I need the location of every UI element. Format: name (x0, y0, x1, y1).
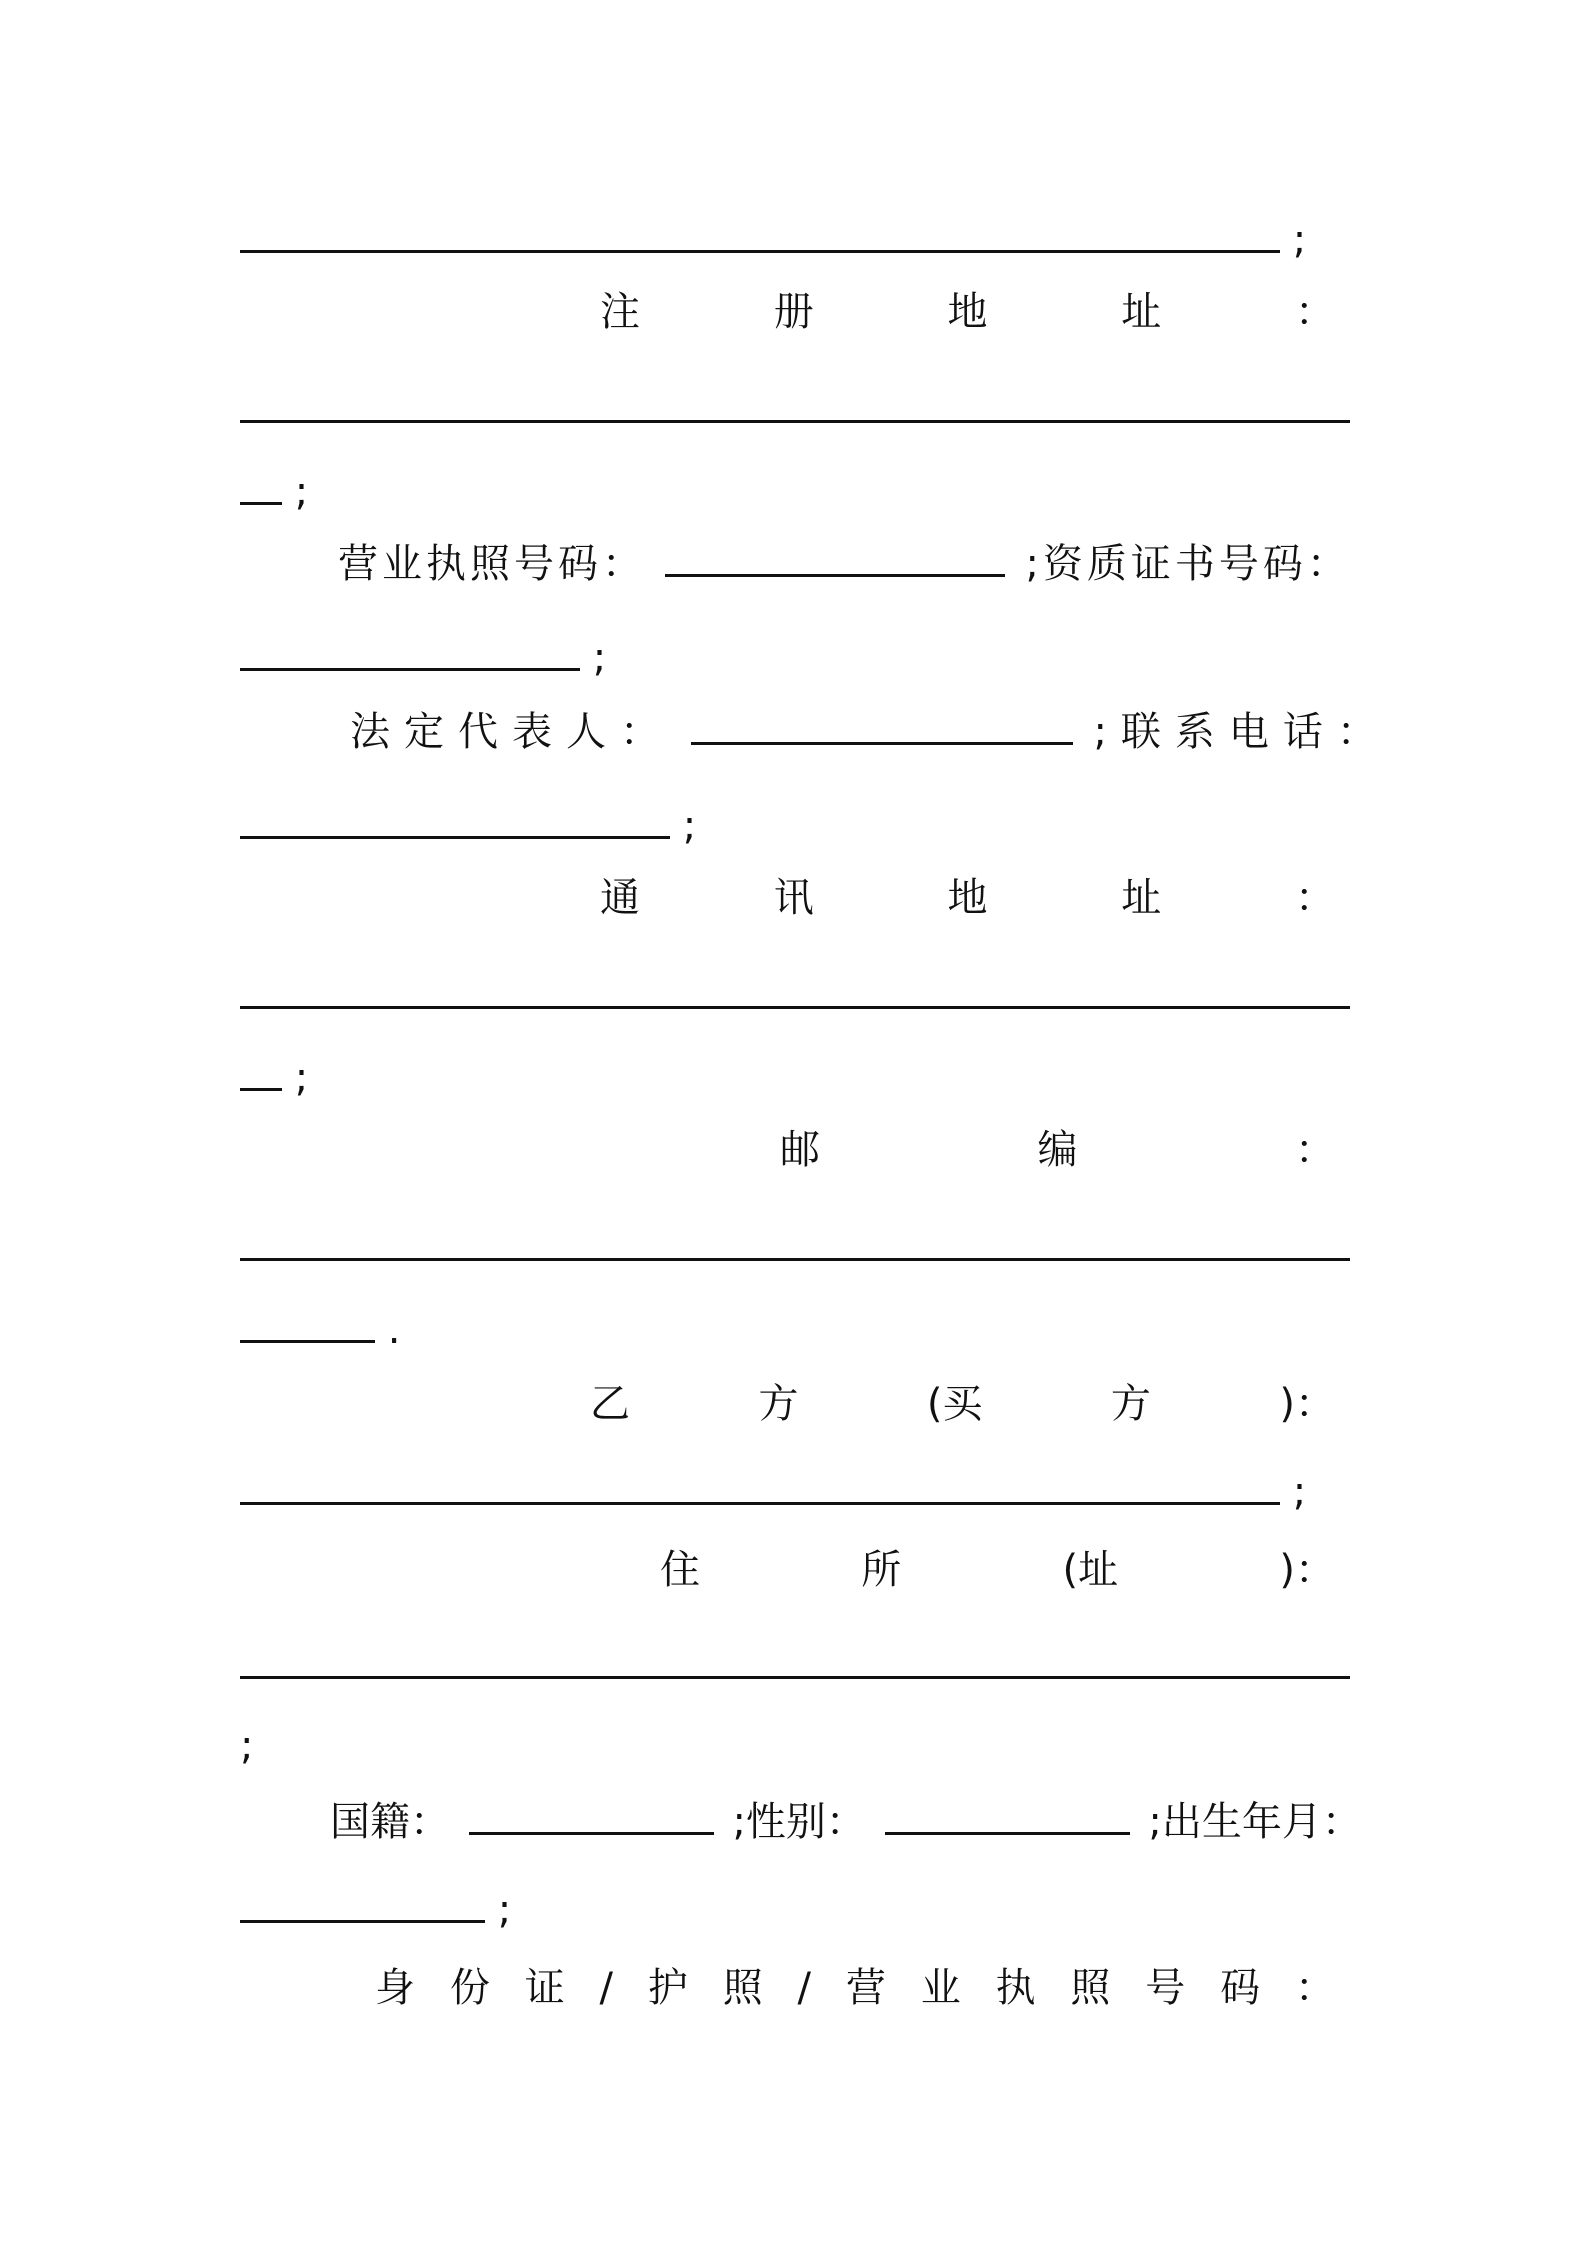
blank-field (240, 476, 282, 505)
blank-field (240, 224, 1280, 253)
nationality-line (330, 1792, 1362, 1852)
semicolon: ; (592, 635, 607, 681)
legal-rep-label: 法定代表人： (350, 709, 674, 755)
blank-field (240, 420, 1350, 423)
char: )： (1279, 1547, 1335, 1593)
semicolon: ; (1292, 217, 1307, 263)
char: 方 (758, 1381, 799, 1427)
char: (买 (926, 1381, 983, 1427)
char: 码 (1220, 1965, 1261, 2011)
phone-label: ;联系电话： (1093, 709, 1391, 755)
char: 址 (1121, 875, 1162, 921)
line-13 (240, 1462, 1350, 1522)
license-line (338, 534, 1351, 594)
char: 讯 (773, 875, 814, 921)
line-3 (240, 462, 1350, 522)
registered-address-label (600, 282, 1335, 342)
char: 通 (600, 875, 640, 921)
postcode-label (780, 1120, 1335, 1180)
blank-field (240, 642, 580, 671)
char: 所 (861, 1547, 902, 1593)
char: 地 (947, 875, 988, 921)
qualification-label: ;资质证书号码： (1025, 541, 1351, 587)
char: ： (1295, 875, 1335, 921)
id-number-label (375, 1958, 1335, 2018)
char: 营 (845, 1965, 886, 2011)
char: 方 (1110, 1381, 1151, 1427)
char: / (599, 1965, 614, 2011)
blank-field (240, 1676, 1350, 1679)
line-5 (240, 628, 1350, 688)
char: 址 (1121, 289, 1162, 335)
residence-label (660, 1540, 1335, 1600)
legal-rep-line (350, 702, 1391, 762)
char: 注 (600, 289, 640, 335)
char: 业 (920, 1965, 961, 2011)
blank-field (240, 1258, 1350, 1261)
legal-rep-field (691, 716, 1073, 745)
nationality-field (469, 1806, 714, 1835)
char: 护 (647, 1965, 688, 2011)
char: 照 (722, 1965, 763, 2011)
nationality-label: 国籍： (330, 1799, 450, 1845)
char: / (797, 1965, 812, 2011)
party-b-label (590, 1374, 1335, 1434)
semicolon: ; (1292, 1469, 1307, 1515)
semicolon: ; (682, 803, 697, 849)
char: ： (1295, 289, 1335, 335)
line-11 (240, 1300, 1350, 1360)
line-9 (240, 1048, 1350, 1108)
semicolon: ; (294, 469, 309, 515)
license-field (665, 548, 1005, 577)
mailing-address-label (600, 868, 1335, 928)
blank-field (240, 810, 670, 839)
line-15 (240, 1716, 1350, 1776)
char: 照 (1070, 1965, 1111, 2011)
char: 邮 (780, 1127, 820, 1173)
semicolon: ; (497, 1887, 512, 1933)
semicolon: ; (240, 1723, 254, 1769)
char: 身 (375, 1965, 415, 2011)
gender-field (885, 1806, 1130, 1835)
char: 执 (995, 1965, 1036, 2011)
char: 证 (524, 1965, 565, 2011)
line-1 (240, 210, 1350, 270)
period: . (387, 1307, 401, 1353)
char: )： (1279, 1381, 1335, 1427)
line-7 (240, 796, 1350, 856)
char: 份 (449, 1965, 490, 2011)
semicolon: ; (294, 1055, 309, 1101)
char: 乙 (590, 1381, 630, 1427)
birth-label: ;出生年月： (1148, 1799, 1362, 1845)
char: 号 (1145, 1965, 1186, 2011)
char: (址 (1062, 1547, 1119, 1593)
license-label: 营业执照号码： (338, 541, 646, 587)
char: 地 (947, 289, 988, 335)
char: 编 (1037, 1127, 1078, 1173)
blank-field (240, 1476, 1280, 1505)
char: 住 (660, 1547, 700, 1593)
char: ： (1294, 1965, 1335, 2011)
blank-field (240, 1062, 282, 1091)
gender-label: ;性别： (732, 1799, 866, 1845)
blank-field (240, 1314, 375, 1343)
char: ： (1295, 1127, 1335, 1173)
blank-field (240, 1006, 1350, 1009)
blank-field (240, 1894, 485, 1923)
char: 册 (773, 289, 814, 335)
line-17 (240, 1880, 1350, 1940)
